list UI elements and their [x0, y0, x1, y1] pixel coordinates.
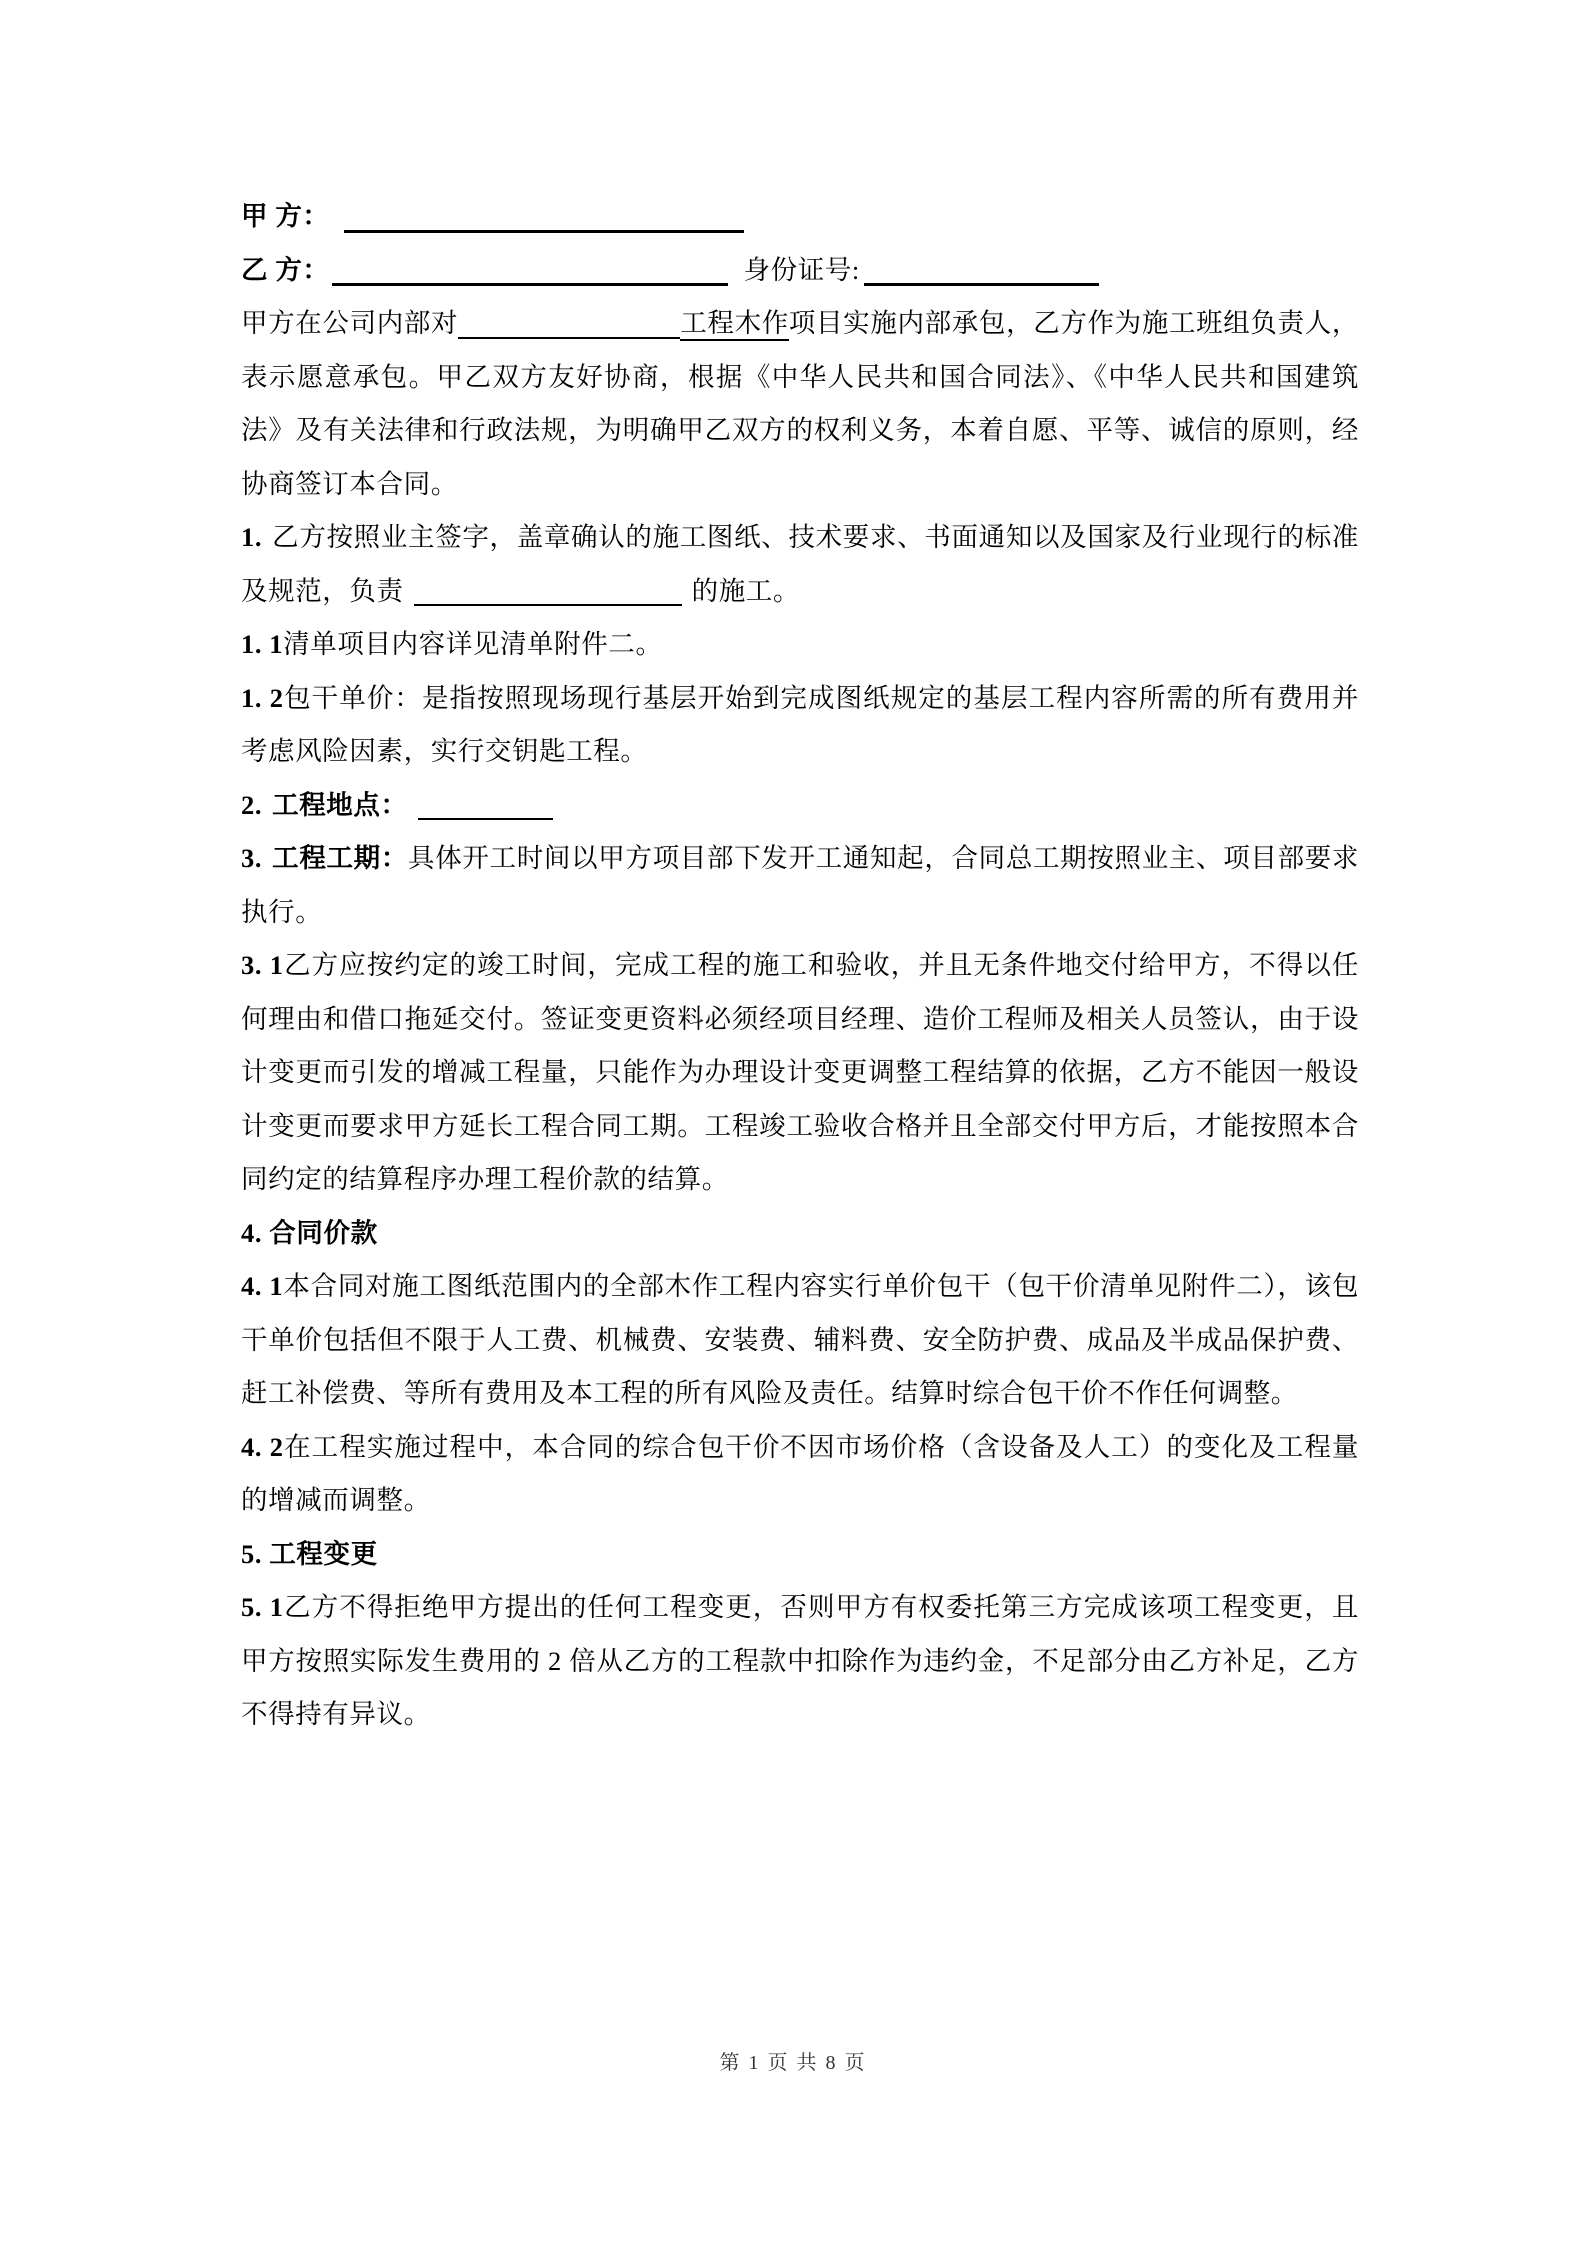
clause-1-1-paragraph [241, 618, 1359, 672]
clause-1-number: 1. [241, 522, 263, 552]
project-type-underlined: 工程木作 [680, 308, 789, 341]
clause-3-1-paragraph [241, 939, 1359, 1207]
clause-3-paragraph [241, 832, 1359, 939]
clause-4-heading: 4. 合同价款 [241, 1217, 378, 1248]
clause-4-1-paragraph [241, 1260, 1359, 1421]
page-number: 第 1 页 共 8 页 [719, 2052, 867, 2074]
party-b-line [241, 244, 1359, 298]
preamble-text-after: 项目实施内部承包，乙方作为施工班组负责人，表示愿意承包。甲乙双方友好协商，根据《中华人民共和国合同法》、《中华人民共和国建筑法》及有关法律和行政法规，为明确甲乙双方的权利义务，本着自愿、平等、诚信的原则，经协商签订本合同。 [241, 308, 1359, 499]
clause-3-text: 具体开工时间以甲方项目部下发开工通知起，合同总工期按照业主、项目部要求执行。 [241, 843, 1360, 927]
clause-1-2-text: 包干单价：是指按照现场现行基层开始到完成图纸规定的基层工程内容所需的所有费用并考虑风险因素，实行交钥匙工程。 [241, 682, 1359, 766]
clause-2-paragraph [241, 779, 1359, 833]
party-b-label: 乙 方： [241, 254, 330, 285]
site-blank[interactable] [418, 792, 553, 821]
clause-4-2-paragraph [241, 1421, 1359, 1528]
clause-2-heading: 工程地点： [272, 789, 408, 820]
id-number-label: 身份证号: [743, 254, 860, 285]
clause-5-1-text: 乙方不得拒绝甲方提出的任何工程变更，否则甲方有权委托第三方完成该项工程变更，且甲方按照实际发生费用的 2 倍从乙方的工程款中扣除作为违约金，不足部分由乙方补足，乙方不得持有异议。 [241, 1592, 1359, 1729]
project-name-blank[interactable] [458, 310, 680, 339]
page-footer [0, 2048, 1586, 2078]
clause-5-heading: 5. 工程变更 [241, 1538, 378, 1569]
clause-5-1-number: 5. 1 [241, 1592, 284, 1622]
clause-3-1-text: 乙方应按约定的竣工时间，完成工程的施工和验收，并且无条件地交付给甲方，不得以任何理由和借口拖延交付。签证变更资料必须经项目经理、造价工程师及相关人员签认，由于设计变更而引发的增减工程量，只能作为办理设计变更调整工程结算的依据，乙方不能因一般设计变更而要求甲方延长工程合同工期。工程竣工验收合格并且全部交付甲方后，才能按照本合同约定的结算程序办理工程价款的结算。 [241, 950, 1359, 1194]
party-a-label: 甲 方： [241, 201, 330, 231]
party-a-line [241, 190, 1359, 244]
party-b-blank[interactable] [332, 257, 728, 287]
clause-4-1-number: 4. 1 [241, 1271, 284, 1301]
clause-1-text-after: 的施工。 [691, 575, 801, 606]
clause-1-1-number: 1. 1 [241, 629, 284, 659]
scope-blank[interactable] [414, 578, 682, 607]
clause-3-number: 3. [241, 843, 263, 873]
clause-3-heading: 工程工期： [272, 843, 409, 873]
clause-1-paragraph [241, 511, 1359, 618]
clause-1-text-before: 乙方按照业主签字，盖章确认的施工图纸、技术要求、书面通知以及国家及行业现行的标准及规范，负责 [241, 522, 1359, 606]
preamble-paragraph [241, 297, 1359, 511]
clause-4-2-number: 4. 2 [241, 1431, 284, 1462]
clause-1-2-number: 1. 2 [241, 682, 284, 713]
clause-1-2-paragraph [241, 672, 1359, 779]
clause-1-1-text: 清单项目内容详见清单附件二。 [283, 629, 663, 659]
party-a-blank[interactable] [344, 203, 744, 233]
clause-3-1-number: 3. 1 [241, 950, 284, 980]
id-number-blank[interactable] [864, 257, 1099, 287]
clause-2-number: 2. [241, 789, 263, 820]
clause-5-1-paragraph [241, 1581, 1359, 1742]
preamble-text-before: 甲方在公司内部对 [241, 308, 459, 338]
clause-4-1-text: 本合同对施工图纸范围内的全部木作工程内容实行单价包干（包干价清单见附件二），该包干单价包括但不限于人工费、机械费、安装费、辅料费、安全防护费、成品及半成品保护费、赶工补偿费、等所有费用及本工程的所有风险及责任。结算时综合包干价不作任何调整。 [241, 1271, 1359, 1408]
clause-4-2-text: 在工程实施过程中，本合同的综合包干价不因市场价格（含设备及人工）的变化及工程量的增减而调整。 [241, 1431, 1359, 1515]
